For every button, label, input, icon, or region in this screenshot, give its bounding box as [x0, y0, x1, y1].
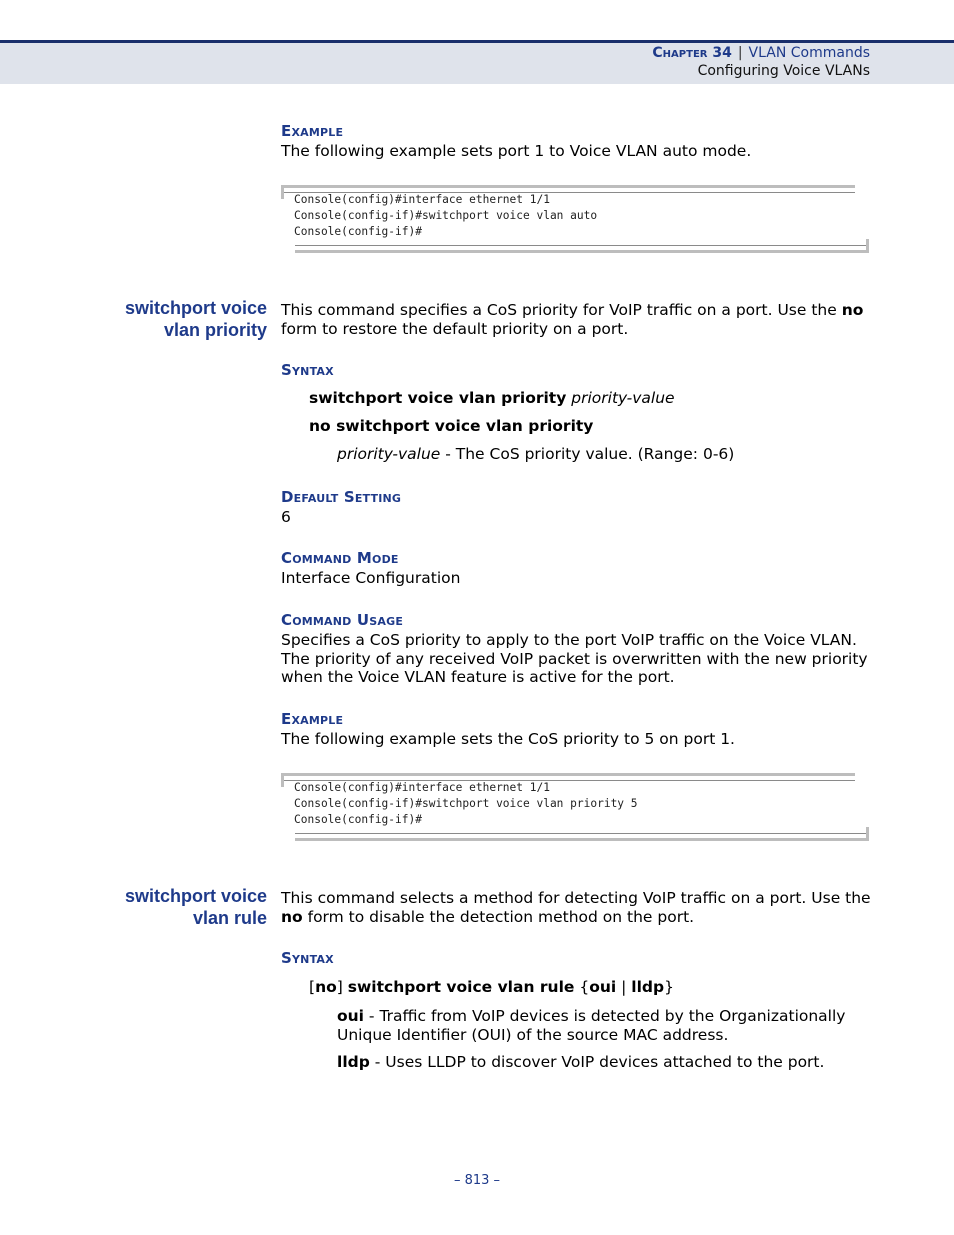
title-line: vlan priority: [163, 319, 267, 340]
code-example-auto: [281, 185, 869, 253]
default-setting-heading: Default Setting: [281, 488, 402, 506]
title-line: switchport voice: [124, 298, 267, 318]
syntax-keyword: no: [315, 978, 337, 996]
syntax-bracket: [: [309, 978, 316, 996]
command-usage-text: Specifies a CoS priority to apply to the port VoIP traffic on the Voice VLAN. The priority of any received VoIP packet is overwritten with the new priority when the Voice VLAN feature is active for the port.: [281, 631, 868, 686]
example-heading: Example: [281, 710, 344, 728]
command-mode-value: Interface Configuration: [281, 569, 461, 587]
syntax-command: no switchport voice vlan priority: [309, 417, 594, 435]
syntax-line: [309, 978, 674, 996]
code-bottom-rule: [295, 833, 869, 841]
code-bottom-rule: [295, 245, 869, 253]
code-text: Console(config)#interface ethernet 1/1 Console(config-if)#switchport voice vlan priority 5 Console(config-if)#: [294, 781, 638, 826]
code-left-tick: [281, 185, 284, 199]
title-line: vlan rule: [192, 907, 267, 928]
syntax-parameter: priority-value: [571, 389, 675, 407]
running-header-chapter: [652, 45, 870, 61]
syntax-keyword: oui: [589, 978, 617, 996]
syntax-brace: {: [574, 978, 590, 996]
desc-keyword: no: [841, 301, 864, 319]
code-left-tick: [281, 773, 284, 787]
code-text: Console(config)#interface ethernet 1/1 Console(config-if)#switchport voice vlan auto Console(config-if)#: [294, 193, 598, 238]
example-heading: Example: [281, 122, 344, 140]
page-number: – 813 –: [453, 1173, 501, 1188]
command-description: [281, 889, 871, 926]
syntax-command: switchport voice vlan rule: [347, 978, 575, 996]
syntax-keyword: lldp: [631, 978, 665, 996]
running-header-section: Configuring Voice VLANs: [697, 63, 870, 79]
syntax-line-no: [309, 417, 593, 435]
header-separator: |: [737, 45, 743, 61]
code-right-tick: [866, 827, 869, 841]
parameter-description: [337, 445, 867, 464]
desc-keyword: no: [281, 907, 303, 926]
desc-text: form to restore the default priority on a port.: [281, 319, 629, 338]
syntax-command: switchport voice vlan priority: [309, 389, 567, 407]
syntax-brace: }: [664, 978, 674, 996]
command-usage-heading: Command Usage: [281, 611, 404, 629]
syntax-pipe: |: [616, 978, 632, 996]
section-title-vlan-priority: [125, 298, 267, 341]
parameter-text: - Uses LLDP to discover VoIP devices attached to the port.: [369, 1053, 825, 1071]
syntax-line: [309, 389, 675, 407]
syntax-bracket: ]: [336, 978, 348, 996]
parameter-name: oui: [337, 1007, 364, 1025]
desc-text: This command specifies a CoS priority for VoIP traffic on a port. Use the: [281, 301, 842, 319]
parameter-lldp: [337, 1053, 867, 1072]
parameter-oui: [337, 1007, 867, 1044]
chapter-number: Chapter 34: [652, 45, 732, 61]
example-description: The following example sets port 1 to Voice VLAN auto mode.: [281, 142, 752, 160]
code-example-priority: [281, 773, 869, 841]
section-title-vlan-rule: [125, 886, 267, 929]
syntax-heading: Syntax: [281, 949, 334, 967]
desc-text: This command selects a method for detecting VoIP traffic on a port. Use the: [281, 889, 871, 907]
title-line: switchport voice: [124, 886, 267, 906]
code-right-tick: [866, 239, 869, 253]
chapter-title: VLAN Commands: [748, 45, 870, 61]
parameter-text: - The CoS priority value. (Range: 0-6): [440, 445, 735, 463]
example-description: The following example sets the CoS priority to 5 on port 1.: [281, 730, 735, 748]
parameter-name: lldp: [337, 1053, 370, 1071]
default-setting-value: 6: [281, 508, 291, 526]
syntax-heading: Syntax: [281, 361, 334, 379]
command-description: [281, 301, 871, 338]
desc-text: form to disable the detection method on the port.: [302, 907, 695, 926]
command-mode-heading: Command Mode: [281, 549, 399, 567]
parameter-name: priority-value: [337, 445, 441, 463]
parameter-text: - Traffic from VoIP devices is detected by the Organizationally Unique Identifier (OUI) of the source MAC address.: [337, 1007, 846, 1044]
